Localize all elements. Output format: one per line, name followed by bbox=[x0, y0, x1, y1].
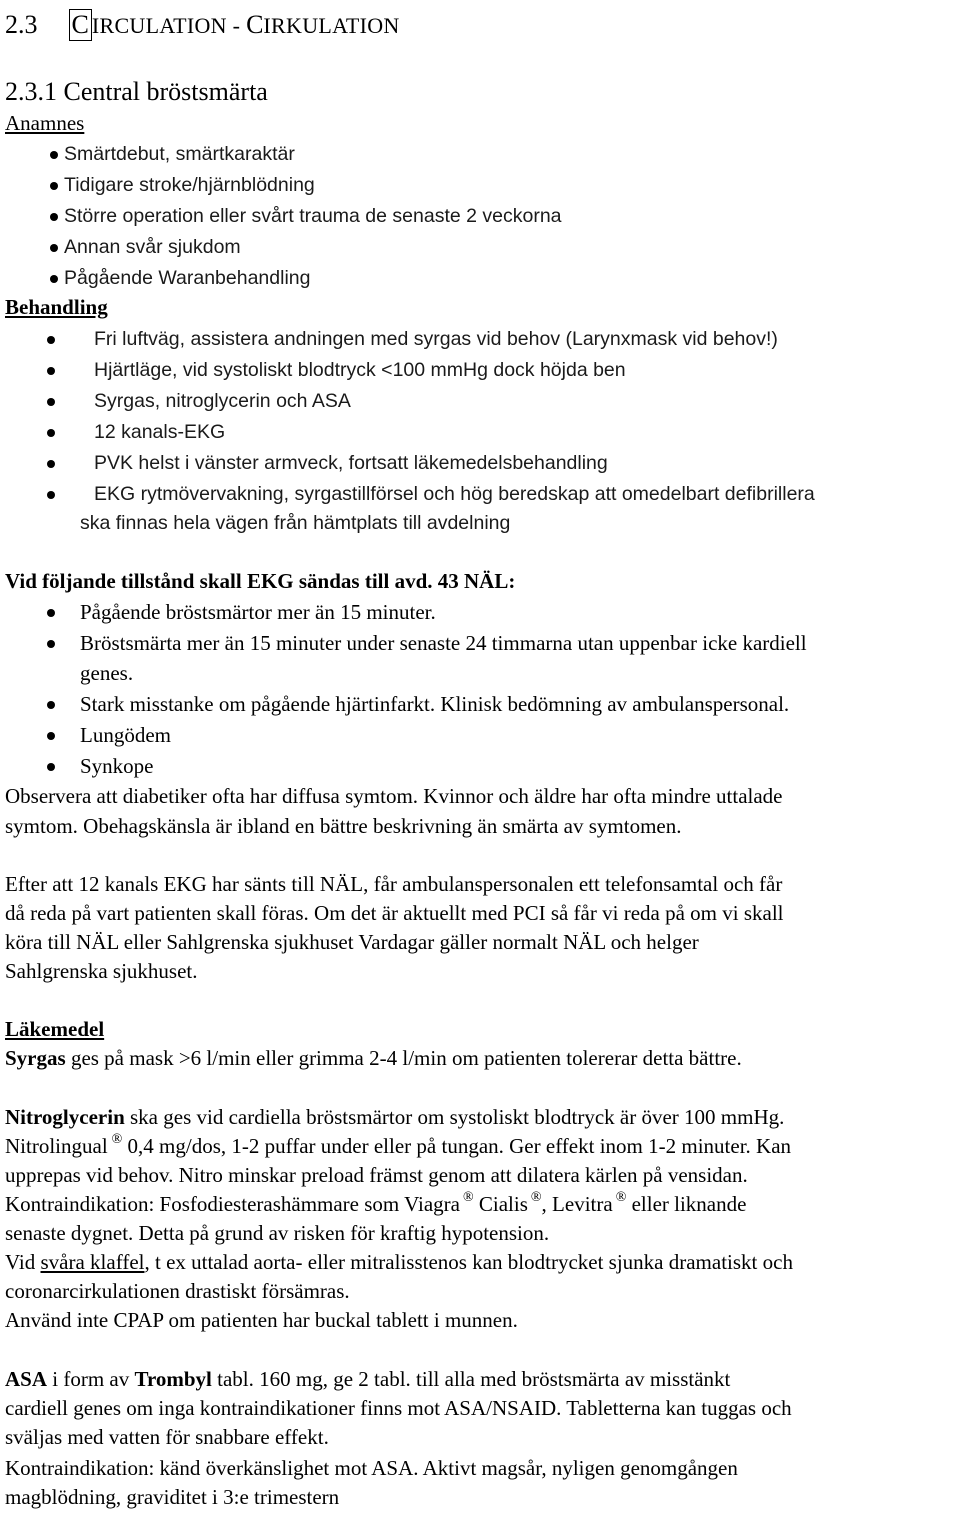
asa-part-a: i form av bbox=[47, 1367, 135, 1391]
section-title-initial-2: C bbox=[246, 10, 264, 39]
behandling-item: Hjärtläge, vid systoliskt blodtryck <100 mmHg dock höjda ben bbox=[94, 359, 626, 381]
registered-mark: ® bbox=[111, 1132, 123, 1147]
section-title-part1: IRCULATION - bbox=[91, 13, 247, 38]
bullet-icon bbox=[50, 182, 58, 190]
behandling-item-continuation: ska finnas hela vägen från hämtplats till avdelning bbox=[80, 512, 511, 534]
klaffel-underlined: svåra klaffel bbox=[40, 1250, 145, 1274]
section-title-part2: IRKULATION bbox=[263, 13, 400, 38]
bullet-icon bbox=[47, 460, 55, 468]
anamnes-heading: Anamnes bbox=[5, 111, 85, 135]
paragraph-line: köra till NÄL eller Sahlgrenska sjukhuset Vardagar gäller normalt NÄL och helger bbox=[5, 930, 699, 954]
bullet-icon bbox=[47, 491, 55, 499]
nitro-line-7: coronarcirkulationen drastiskt försämras. bbox=[5, 1279, 350, 1303]
bullet-icon bbox=[47, 398, 55, 406]
behandling-item: EKG rytmövervakning, syrgastillförsel och hög beredskap att omedelbart defibrillera bbox=[94, 483, 815, 505]
cpap-line: Använd inte CPAP om patienten har buckal tablett i munnen. bbox=[5, 1308, 518, 1332]
anamnes-item: Smärtdebut, smärtkaraktär bbox=[64, 143, 295, 165]
asa-line-3: sväljas med vatten för snabbare effekt. bbox=[5, 1425, 329, 1449]
lakemedel-heading: Läkemedel bbox=[5, 1017, 105, 1041]
anamnes-item: Pågående Waranbehandling bbox=[64, 267, 311, 289]
nitro-line-3: upprepas vid behov. Nitro minskar preload främst genom att dilatera kärlen på vensidan. bbox=[5, 1163, 748, 1187]
ekg-send-item-continuation: genes. bbox=[80, 661, 134, 685]
behandling-heading: Behandling bbox=[5, 295, 108, 319]
kontra-part-d: eller liknande bbox=[626, 1192, 747, 1216]
asa-part-b: tabl. 160 mg, ge 2 tabl. till alla med bröstsmärta av misstänkt bbox=[211, 1367, 731, 1391]
nitro-text: ska ges vid cardiella bröstsmärtor om systoliskt blodtryck är över 100 mmHg. bbox=[124, 1105, 785, 1129]
asa-label: ASA bbox=[5, 1367, 48, 1391]
registered-mark: ® bbox=[530, 1190, 542, 1205]
asa-line-5: magblödning, graviditet i 3:e trimestern bbox=[5, 1485, 340, 1509]
bullet-icon bbox=[47, 609, 55, 617]
diabetes-note-line: symtom. Obehagskänsla är ibland en bättre beskrivning än smärta av symtomen. bbox=[5, 814, 682, 838]
bullet-icon bbox=[50, 244, 58, 252]
behandling-item: PVK helst i vänster armveck, fortsatt läkemedelsbehandling bbox=[94, 452, 608, 474]
kontra-part-b: Cialis bbox=[473, 1192, 528, 1216]
bullet-icon bbox=[47, 763, 55, 771]
klaffel-part-b: , t ex uttalad aorta- eller mitralisstenos kan blodtrycket sjunka dramatiskt och bbox=[144, 1250, 793, 1274]
paragraph-line: Efter att 12 kanals EKG har sänts till NÄL, får ambulanspersonalen ett telefonsamtal och får bbox=[5, 872, 783, 896]
ekg-send-heading: Vid följande tillstånd skall EKG sändas till avd. 43 NÄL: bbox=[5, 569, 516, 593]
behandling-item: Fri luftväg, assistera andningen med syrgas vid behov (Larynxmask vid behov!) bbox=[94, 328, 778, 350]
bullet-icon bbox=[50, 151, 58, 159]
anamnes-item: Annan svår sjukdom bbox=[64, 236, 241, 258]
nitro-line-5: senaste dygnet. Detta på grund av risken för kraftig hypotension. bbox=[5, 1221, 550, 1245]
bullet-icon bbox=[47, 336, 55, 344]
section-title bbox=[5, 9, 400, 42]
kontra-part-a: Kontraindikation: Fosfodiesterashämmare som Viagra bbox=[5, 1192, 460, 1216]
syrgas-line bbox=[5, 1043, 742, 1073]
asa-line-4: Kontraindikation: känd överkänslighet mot ASA. Aktivt magsår, nyligen genomgången bbox=[5, 1456, 738, 1480]
subsection-title: 2.3.1 Central bröstsmärta bbox=[5, 77, 268, 106]
anamnes-item: Större operation eller svårt trauma de senaste 2 veckorna bbox=[64, 205, 562, 227]
behandling-item: 12 kanals-EKG bbox=[94, 421, 226, 443]
behandling-item: Syrgas, nitroglycerin och ASA bbox=[94, 390, 351, 412]
diabetes-note-line: Observera att diabetiker ofta har diffusa symtom. Kvinnor och äldre har ofta mindre uttalade bbox=[5, 784, 783, 808]
ekg-send-item: Lungödem bbox=[80, 723, 171, 747]
trombyl-label: Trombyl bbox=[134, 1367, 212, 1391]
klaffel-part-a: Vid bbox=[5, 1250, 41, 1274]
ekg-send-item: Bröstsmärta mer än 15 minuter under senaste 24 timmarna utan uppenbar icke kardiell bbox=[80, 631, 807, 655]
paragraph-line: då reda på vart patienten skall föras. Om det är aktuellt med PCI så får vi reda på om vi skall bbox=[5, 901, 784, 925]
bullet-icon bbox=[50, 275, 58, 283]
bullet-icon bbox=[50, 213, 58, 221]
nitrolingual-text: 0,4 mg/dos, 1-2 puffar under eller på tungan. Ger effekt inom 1-2 minuter. Kan bbox=[122, 1134, 792, 1158]
section-title-initial-box: C bbox=[69, 9, 92, 41]
bullet-icon bbox=[47, 429, 55, 437]
bullet-icon bbox=[47, 640, 55, 648]
asa-line-2: cardiell genes om inga kontraindikationer finns mot ASA/NSAID. Tabletterna kan tuggas och bbox=[5, 1396, 792, 1420]
section-number: 2.3 bbox=[5, 10, 38, 39]
bullet-icon bbox=[47, 701, 55, 709]
registered-mark: ® bbox=[463, 1190, 474, 1205]
syrgas-label: Syrgas bbox=[5, 1046, 66, 1070]
nitrolingual-label: Nitrolingual bbox=[5, 1134, 108, 1158]
paragraph-line: Sahlgrenska sjukhuset. bbox=[5, 959, 198, 983]
ekg-send-item: Synkope bbox=[80, 754, 154, 778]
kontra-part-c: , Levitra bbox=[541, 1192, 613, 1216]
bullet-icon bbox=[47, 367, 55, 375]
syrgas-text: ges på mask >6 l/min eller grimma 2-4 l/min om patienten tolererar detta bättre. bbox=[65, 1046, 742, 1070]
ekg-send-item: Pågående bröstsmärtor mer än 15 minuter. bbox=[80, 600, 436, 624]
asa-line bbox=[5, 1364, 730, 1394]
ekg-send-item: Stark misstanke om pågående hjärtinfarkt. Klinisk bedömning av ambulanspersonal. bbox=[80, 692, 790, 716]
nitro-label: Nitroglycerin bbox=[5, 1105, 125, 1129]
anamnes-item: Tidigare stroke/hjärnblödning bbox=[64, 174, 315, 196]
nitro-line bbox=[5, 1102, 784, 1132]
registered-mark: ® bbox=[615, 1190, 627, 1205]
bullet-icon bbox=[47, 732, 55, 740]
klaffel-line bbox=[5, 1247, 793, 1277]
